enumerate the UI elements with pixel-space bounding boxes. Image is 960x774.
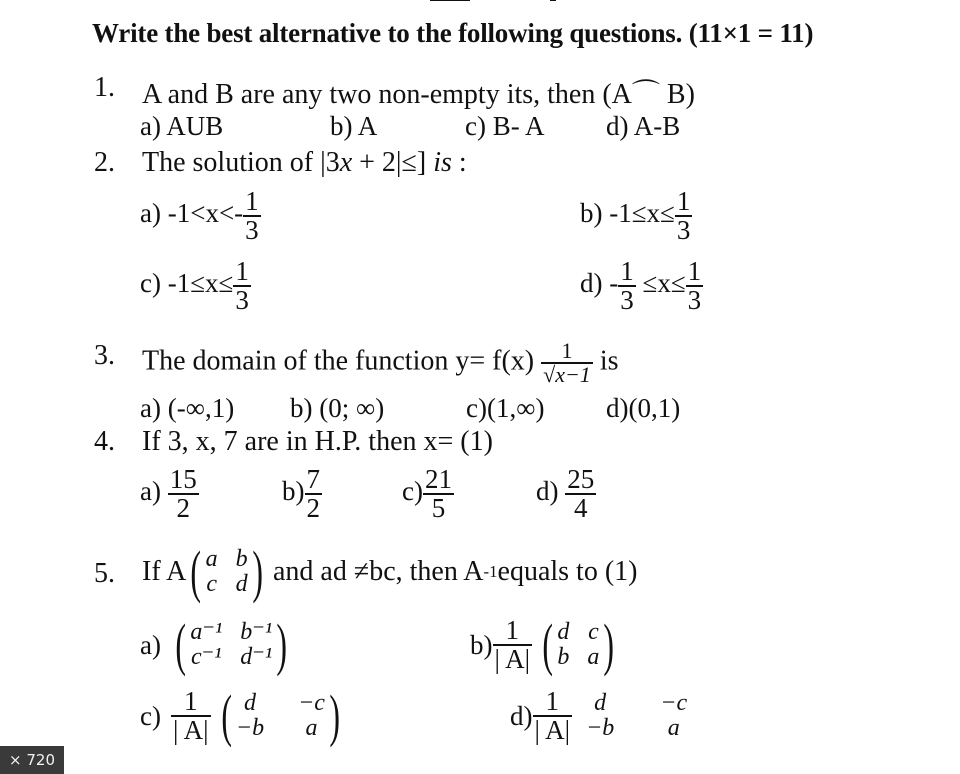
- q3-frac-num: 1: [561, 338, 573, 363]
- q4-option-a-fraction: [168, 466, 199, 522]
- q3-option-a: a) (-∞,1): [140, 393, 235, 423]
- q2-option-d-label: d): [580, 268, 603, 299]
- q2-option-a-expr: -1<x<-: [167, 198, 244, 229]
- q2-option-d: [580, 258, 703, 314]
- q5-option-d: [510, 680, 687, 752]
- matrix-cell: c: [206, 571, 217, 597]
- q4-option-a: [140, 466, 199, 522]
- q3-fraction: [541, 340, 593, 386]
- q4-option-a-num: 15: [169, 464, 197, 494]
- q4-option-d-fraction: [565, 466, 596, 522]
- q3-stem: The domain of the function y= f(x): [142, 345, 535, 377]
- q5-matrix-grid: [206, 547, 248, 597]
- q5-option-c-label: c): [140, 700, 161, 731]
- q4-option-c-label: c): [402, 476, 423, 507]
- q3-option-b: b) (0; ∞): [290, 393, 385, 423]
- left-paren-icon: (: [190, 539, 202, 604]
- matrix-cell: d: [235, 571, 248, 597]
- q5-frac-den: | A|: [494, 644, 531, 674]
- matrix-cell: d: [557, 618, 570, 645]
- q5-frac-den: | A|: [172, 715, 209, 745]
- q2-frac-num: 1: [687, 256, 702, 286]
- q5-post: and ad ≠bc, then A: [272, 556, 484, 587]
- q2-colon: :: [451, 147, 467, 178]
- q5-pre: If A: [142, 556, 187, 587]
- question-4-number: 4.: [94, 426, 115, 457]
- q4-option-d-den: 4: [565, 493, 596, 522]
- left-paren-icon: (: [220, 683, 232, 748]
- q4-option-b-fraction: [305, 466, 323, 522]
- left-paren-icon: (: [542, 612, 554, 677]
- q2-option-d-fraction-2: [686, 258, 704, 314]
- q2-option-c-fraction: [233, 258, 251, 314]
- q4-option-c-fraction: [423, 466, 454, 522]
- q4-option-c-den: 5: [423, 493, 454, 522]
- q2-option-c: [140, 258, 251, 314]
- q5-option-b-fraction: [493, 617, 533, 673]
- q5-option-a-matrix: [171, 612, 291, 677]
- q3-option-d: d)(0,1): [606, 393, 681, 423]
- matrix-cell: −b: [586, 715, 615, 741]
- q2-option-d-fraction-1: [618, 258, 636, 314]
- q4-option-d-label: d): [536, 476, 559, 507]
- q2-frac-den: 3: [245, 215, 259, 245]
- q2-frac-den: 3: [620, 285, 634, 315]
- q5-option-b-matrix: [538, 612, 619, 677]
- q2-option-d-pre: -: [609, 268, 619, 299]
- right-paren-icon: ): [603, 612, 615, 677]
- q2-frac-den: 3: [687, 285, 702, 315]
- q5-frac-den: | A|: [534, 715, 571, 745]
- q5-option-a-label: a): [140, 629, 161, 660]
- q4-option-b: [282, 466, 322, 522]
- q4-option-b-den: 2: [306, 493, 320, 523]
- q4-option-a-den: 2: [168, 493, 199, 522]
- q3-frac-den: √x−1: [543, 362, 591, 387]
- q2-option-a-fraction: [243, 188, 261, 244]
- q1-option-c: c) B- A: [465, 111, 545, 141]
- matrix-cell: d: [243, 689, 256, 716]
- q2-stem-2: + 2|≤]: [352, 147, 434, 178]
- image-size-badge: × 720: [0, 746, 64, 774]
- q5-option-d-label: d): [510, 700, 533, 731]
- matrix-cell: b⁻¹: [240, 618, 273, 645]
- q4-option-d: [536, 466, 596, 522]
- q5-superscript: -1: [483, 562, 498, 581]
- q3-option-c: c)(1,∞): [466, 393, 545, 423]
- matrix-cell: c⁻¹: [190, 644, 222, 670]
- q2-option-d-mid: ≤x≤: [635, 268, 686, 299]
- q1-option-a: a) AUB: [140, 111, 224, 141]
- q2-variable: x: [339, 147, 353, 178]
- question-5-text: [142, 540, 637, 604]
- q4-option-b-num: 7: [306, 464, 320, 494]
- matrix-cell: −c: [660, 689, 688, 716]
- top-edge-mark: [430, 0, 610, 4]
- matrix-cell: a: [667, 715, 680, 741]
- q5-frac-num: 1: [545, 686, 560, 716]
- question-3-text: [142, 340, 619, 386]
- q2-frac-num: 1: [620, 256, 634, 286]
- matrix-cell: a⁻¹: [190, 618, 223, 645]
- q5-option-c-matrix: [217, 683, 345, 748]
- q5-option-c: [140, 680, 344, 752]
- q2-stem-3: is: [433, 147, 452, 178]
- q2-frac-num: 1: [245, 186, 259, 216]
- matrix-cell: a: [587, 644, 600, 670]
- q5-option-d-grid: [586, 691, 687, 741]
- section-heading: Write the best alternative to the following questions. (11×1 = 11): [92, 18, 814, 48]
- q2-option-b-label: b): [580, 198, 603, 229]
- q2-option-b-fraction: [675, 188, 693, 244]
- q2-option-b: [580, 188, 692, 244]
- question-1-text: A and B are any two non-empty its, then (A⌒ B): [142, 79, 695, 110]
- q4-option-c-num: 21: [424, 464, 452, 494]
- right-paren-icon: ): [329, 683, 340, 748]
- q5-option-d-fraction: [533, 688, 573, 744]
- right-paren-icon: ): [252, 539, 263, 604]
- q3-tail: is: [599, 345, 619, 377]
- q2-option-a-label: a): [140, 198, 161, 229]
- matrix-cell: −b: [235, 715, 265, 741]
- q5-option-c-fraction: [171, 688, 211, 744]
- question-1-number: 1.: [94, 72, 115, 103]
- q5-option-c-grid: [236, 691, 325, 741]
- q2-frac-num: 1: [676, 186, 691, 216]
- matrix-cell: c: [588, 618, 599, 645]
- q5-option-a: [140, 612, 291, 678]
- q5-option-b-grid: [557, 620, 599, 670]
- q5-option-a-grid: [190, 620, 272, 670]
- q5-frac-num: 1: [184, 686, 198, 716]
- question-3-number: 3.: [94, 340, 115, 371]
- q4-option-d-num: 25: [567, 464, 595, 494]
- question-2-number: 2.: [94, 147, 115, 178]
- q4-option-a-label: a): [140, 476, 161, 507]
- q5-option-b: [470, 612, 619, 678]
- q2-frac-num: 1: [235, 256, 249, 286]
- q5-tail: equals to (1): [497, 556, 638, 587]
- q1-option-d: d) A-B: [606, 111, 681, 141]
- matrix-cell: d: [594, 689, 607, 716]
- q2-option-c-expr: -1≤x≤: [167, 268, 234, 299]
- q4-option-b-label: b): [282, 476, 305, 507]
- q5-option-b-label: b): [470, 629, 493, 660]
- q5-matrix-a: [186, 539, 267, 604]
- q2-stem: The solution of |3: [142, 147, 340, 178]
- q5-frac-num: 1: [505, 615, 520, 645]
- q2-option-a: [140, 188, 261, 244]
- matrix-cell: d⁻¹: [240, 644, 273, 670]
- right-paren-icon: ): [276, 612, 288, 677]
- matrix-cell: a: [305, 715, 318, 741]
- q2-frac-den: 3: [235, 285, 249, 315]
- matrix-cell: −c: [298, 689, 325, 716]
- q2-option-b-expr: -1≤x≤: [609, 198, 675, 229]
- q2-frac-den: 3: [676, 215, 691, 245]
- left-paren-icon: (: [175, 612, 186, 677]
- matrix-cell: b: [235, 545, 248, 572]
- matrix-cell: a: [205, 545, 218, 572]
- matrix-cell: b: [557, 644, 570, 670]
- question-4-text: If 3, x, 7 are in H.P. then x= (1): [142, 426, 493, 457]
- q1-option-b: b) A: [330, 111, 378, 141]
- question-5-number: 5.: [94, 558, 115, 589]
- q2-option-c-label: c): [140, 268, 161, 299]
- question-2-text: [142, 147, 467, 179]
- q4-option-c: [402, 466, 454, 522]
